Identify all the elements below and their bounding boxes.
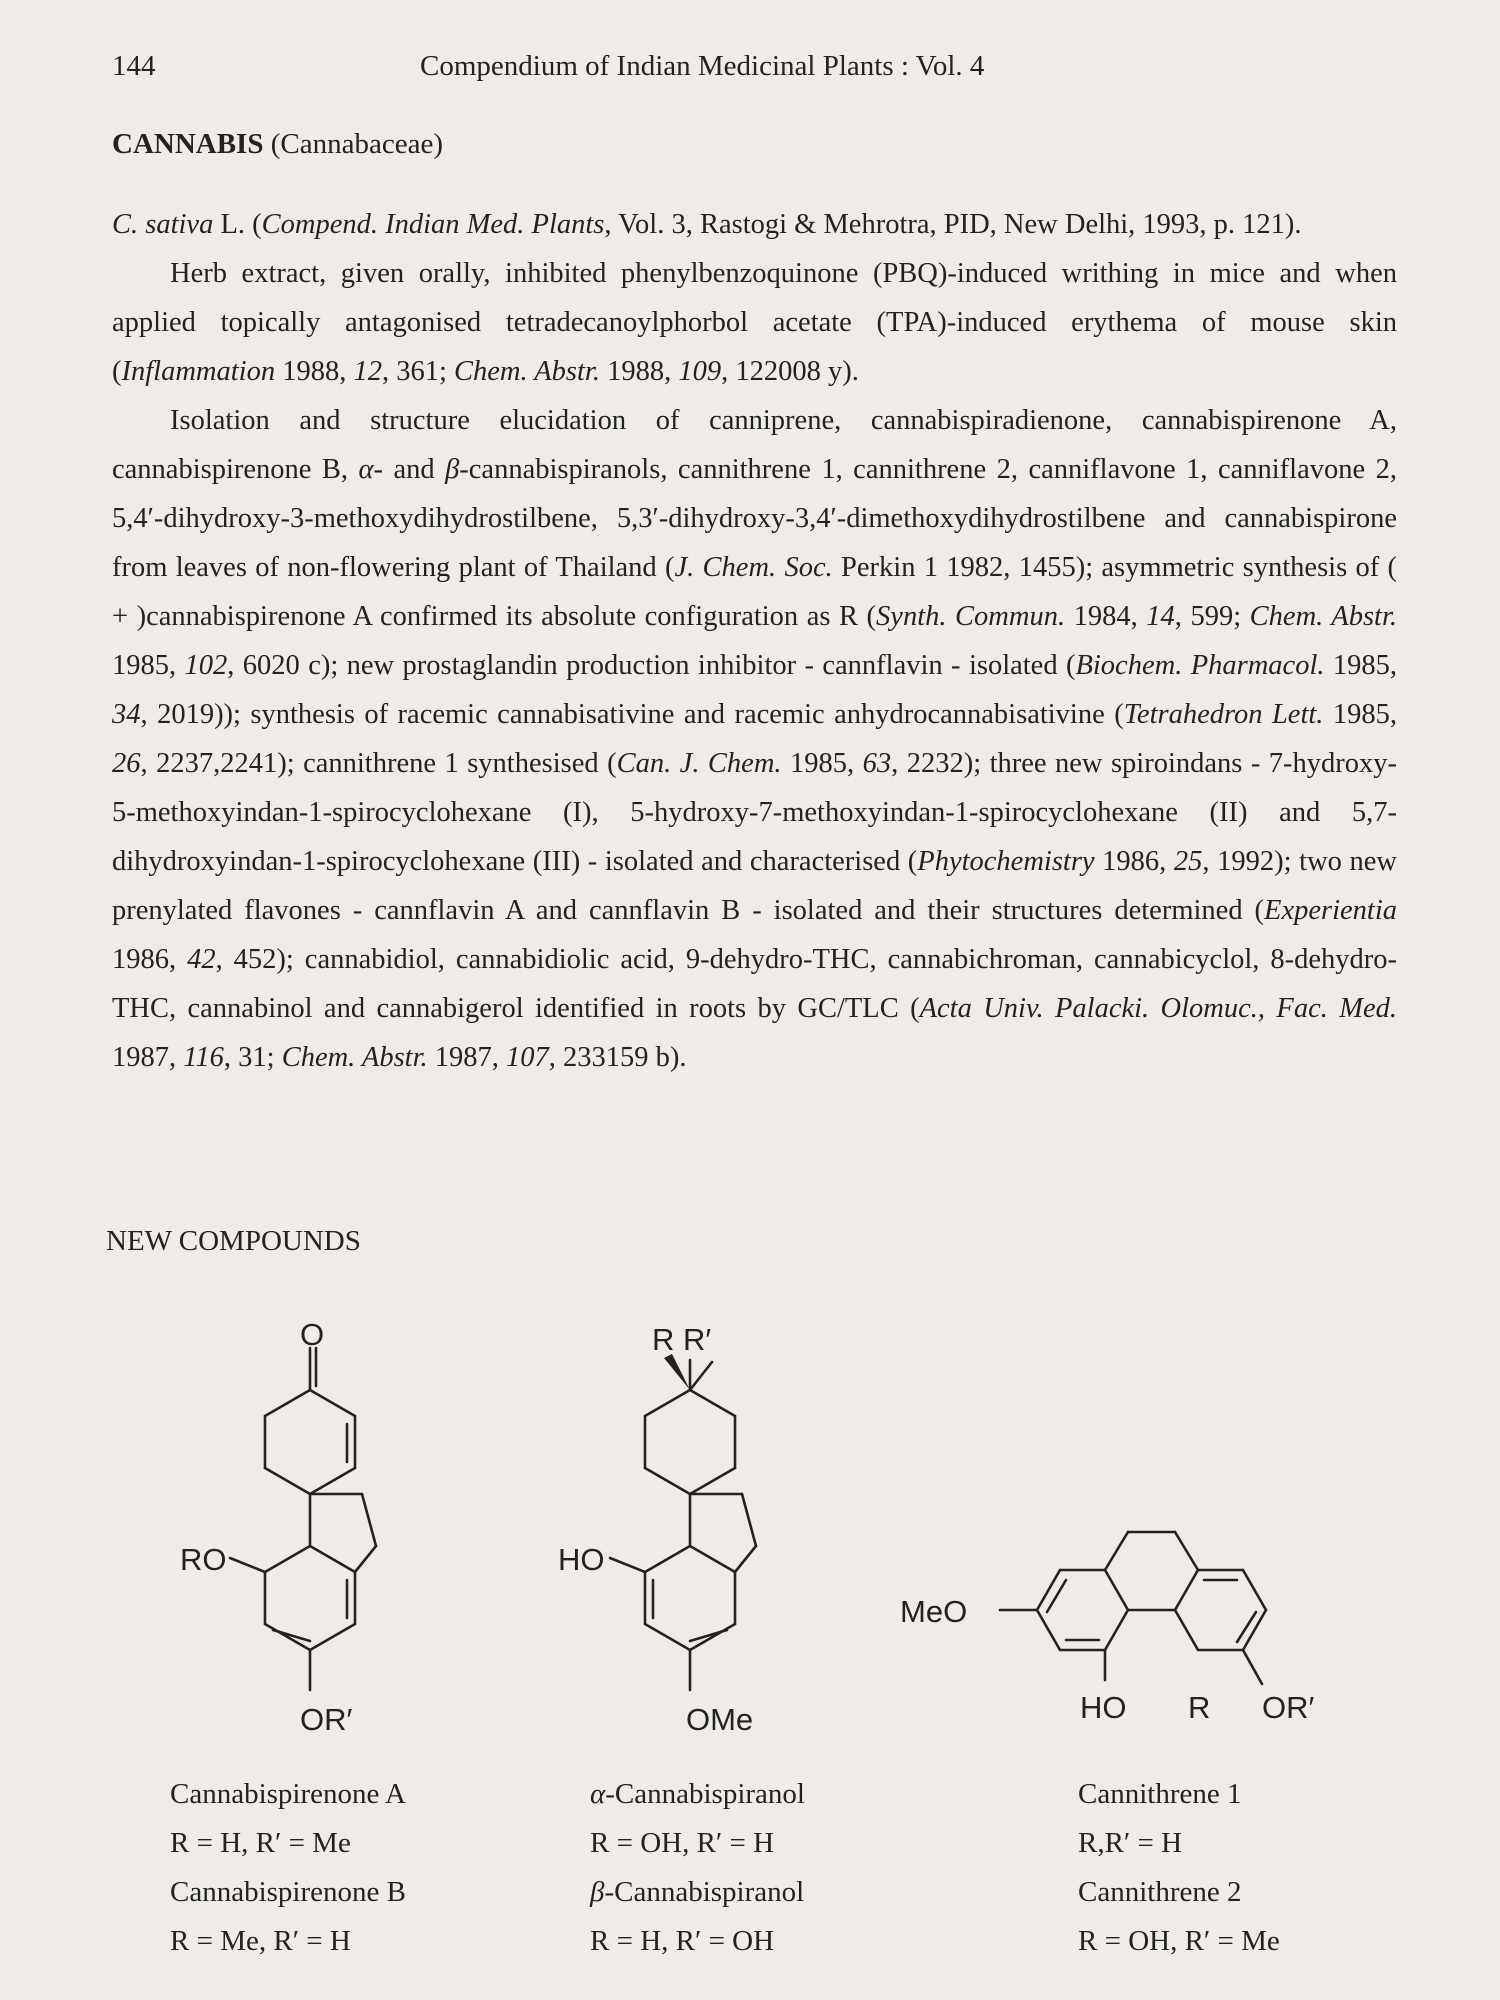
text-span: , 6020 c); new prostaglandin production inhibitor - cannflavin - isolated ( [227,650,1076,681]
volume-ref: 102 [184,650,228,681]
text-span: 1988, [599,356,679,387]
text-span: 1986, [1094,846,1174,877]
label-or-prime-1: OR′ [300,1702,353,1737]
label-ketone-o: O [300,1317,325,1352]
caption-name-b: Cannabispirenone B [170,1876,406,1908]
caption-name-b [590,1868,805,1917]
caption-name-a: Cannabispirenone A [170,1778,406,1810]
label-ho-2: HO [1080,1690,1127,1725]
volume-ref: 107 [506,1042,549,1073]
journal-ref: Tetrahedron Lett. [1123,699,1324,730]
greek-beta: β [445,454,460,485]
greek-alpha: α [358,454,374,485]
structure-cannabispiranol [610,1360,756,1690]
caption-name-b: Cannithrene 2 [1078,1876,1242,1908]
species-name: C. sativa [112,209,214,240]
journal-ref: Synth. Commun. [876,601,1066,632]
caption-sub-a: R = H, R′ = Me [170,1827,351,1859]
new-compounds-heading: NEW COMPOUNDS [106,1225,361,1257]
text-span: 1988, [275,356,354,387]
caption-cannabispiranol [590,1770,805,1966]
journal-ref: Biochem. Pharmacol. [1075,650,1325,681]
text-span: 1987, [427,1042,507,1073]
journal-ref: Compend. Indian Med. Plants [261,209,605,240]
volume-ref: 25 [1173,846,1203,877]
journal-ref: Chem. Abstr. [454,356,600,387]
journal-ref: Can. J. Chem. [616,748,782,779]
caption-sub-b: R = OH, R′ = Me [1078,1925,1280,1957]
text-span: , 122008 y). [721,356,859,387]
caption-name-a: Cannithrene 1 [1078,1778,1242,1810]
structure-cannabispirenone [230,1348,376,1690]
text-span: 1985, [1323,699,1397,730]
text-span: , 452); cannabidiol, cannabidiolic acid, 9-dehydro-THC, cannabichroman, cannabicyclol, 8-dehydro-THC, cannabinol and cannabigerol identified in roots by GC/TLC ( [112,944,1397,1024]
caption-name-a [590,1770,805,1819]
page-number: 144 [112,50,156,82]
text-span: 1985, [781,748,863,779]
text-span: 1986, [112,944,188,975]
journal-ref: Chem. Abstr. [281,1042,428,1073]
journal-ref: Acta Univ. Palacki. Olomuc., Fac. Med. [919,993,1397,1024]
text-span: , 1992); two new prenylated flavones - cannflavin A and cannflavin B - isolated and their structures determined ( [112,846,1398,926]
volume-ref: 14 [1146,601,1175,632]
text-span: Perkin 1 1982, 1455); asymmetric synthesis of ( + )cannabispirenone A confirmed its absolute configuration as R ( [112,552,1397,632]
family-name: (Cannabaceae) [270,128,443,160]
text-span: Isolation and structure elucidation of canniprene, cannabispiradienone, cannabispirenone A, cannabispirenone B, [112,405,1397,485]
structure-cannithrene [1000,1532,1266,1684]
text-span: , 31; [223,1042,282,1073]
label-meo: MeO [900,1594,968,1629]
text-span: , 233159 b). [548,1042,687,1073]
volume-ref: 12 [353,356,382,387]
text-span: , 2019)); synthesis of racemic cannabisativine and racemic anhydrocannabisativine ( [140,699,1124,730]
text-span: 1984, [1065,601,1147,632]
greek-beta: β [590,1876,605,1908]
volume-ref: 34 [112,699,141,730]
caption-sub-b: R = H, R′ = OH [590,1925,775,1957]
text-span: , 2232); three new spiroindans - 7-hydroxy-5-methoxyindan-1-spirocyclohexane (I), 5-hydroxy-7-methoxyindan-1-spirocyclohexane (II) and 5,7-dihydroxyindan-1-spirocyclohexane (III) - isolated and characterised ( [112,748,1398,877]
text-span: , Vol. 3, Rastogi & Mehrotra, PID, New Delhi, 1993, p. 121). [604,209,1302,240]
label-ome: OMe [686,1702,754,1737]
caption-sub-b: R = Me, R′ = H [170,1925,351,1957]
caption-cannithrene [1078,1770,1280,1966]
caption-sub-a: R,R′ = H [1078,1827,1183,1859]
label-ho-1: HO [558,1542,605,1577]
caption-cannabispirenone [170,1770,406,1966]
genus-name: CANNABIS [112,128,264,160]
journal-ref: Phytochemistry [917,846,1095,877]
text-span: , 599; [1174,601,1250,632]
label-r-r-prime: R R′ [652,1322,712,1357]
journal-ref: Inflammation [121,356,276,387]
text-span: 1985, [112,650,185,681]
text-span: Herb extract, given orally, inhibited phenylbenzoquinone (PBQ)-induced writhing in mice and when applied topically antagonised tetradecanoylphorbol acetate (TPA)-induced erythema of mouse skin ( [112,258,1397,387]
journal-ref: Experientia [1264,895,1397,926]
text-span: - and [373,454,446,485]
text-span: L. ( [213,209,262,240]
text-span: , 361; [381,356,454,387]
label-or-prime-2: OR′ [1262,1690,1315,1725]
caption-sub-a: R = OH, R′ = H [590,1827,775,1859]
volume-ref: 116 [183,1042,224,1073]
caption-name-text: -Cannabispiranol [604,1876,805,1908]
text-span: 1987, [112,1042,184,1073]
volume-ref: 109 [678,356,722,387]
label-r: R [1188,1690,1211,1725]
journal-ref: J. Chem. Soc. [674,552,833,583]
running-title: Compendium of Indian Medicinal Plants : Vol. 4 [420,50,985,82]
text-span: -cannabispiranols, cannithrene 1, cannithrene 2, canniflavone 1, canniflavone 2, 5,4′-dihydroxy-3-methoxydihydrostilbene, 5,3′-dihydroxy-3,4′-dimethoxydihydrostilbene and cannabispirone from leaves of non-flowering plant of Thailand ( [112,454,1397,583]
volume-ref: 42 [187,944,216,975]
volume-ref: 63 [862,748,892,779]
journal-ref: Chem. Abstr. [1249,601,1398,632]
label-ro: RO [180,1542,227,1577]
greek-alpha: α [590,1778,606,1810]
text-span: 1985, [1324,650,1398,681]
caption-name-text: -Cannabispiranol [605,1778,805,1810]
wedge-bond [664,1354,690,1390]
text-span: , 2237,2241); cannithrene 1 synthesised ( [140,748,617,779]
volume-ref: 26 [112,748,141,779]
